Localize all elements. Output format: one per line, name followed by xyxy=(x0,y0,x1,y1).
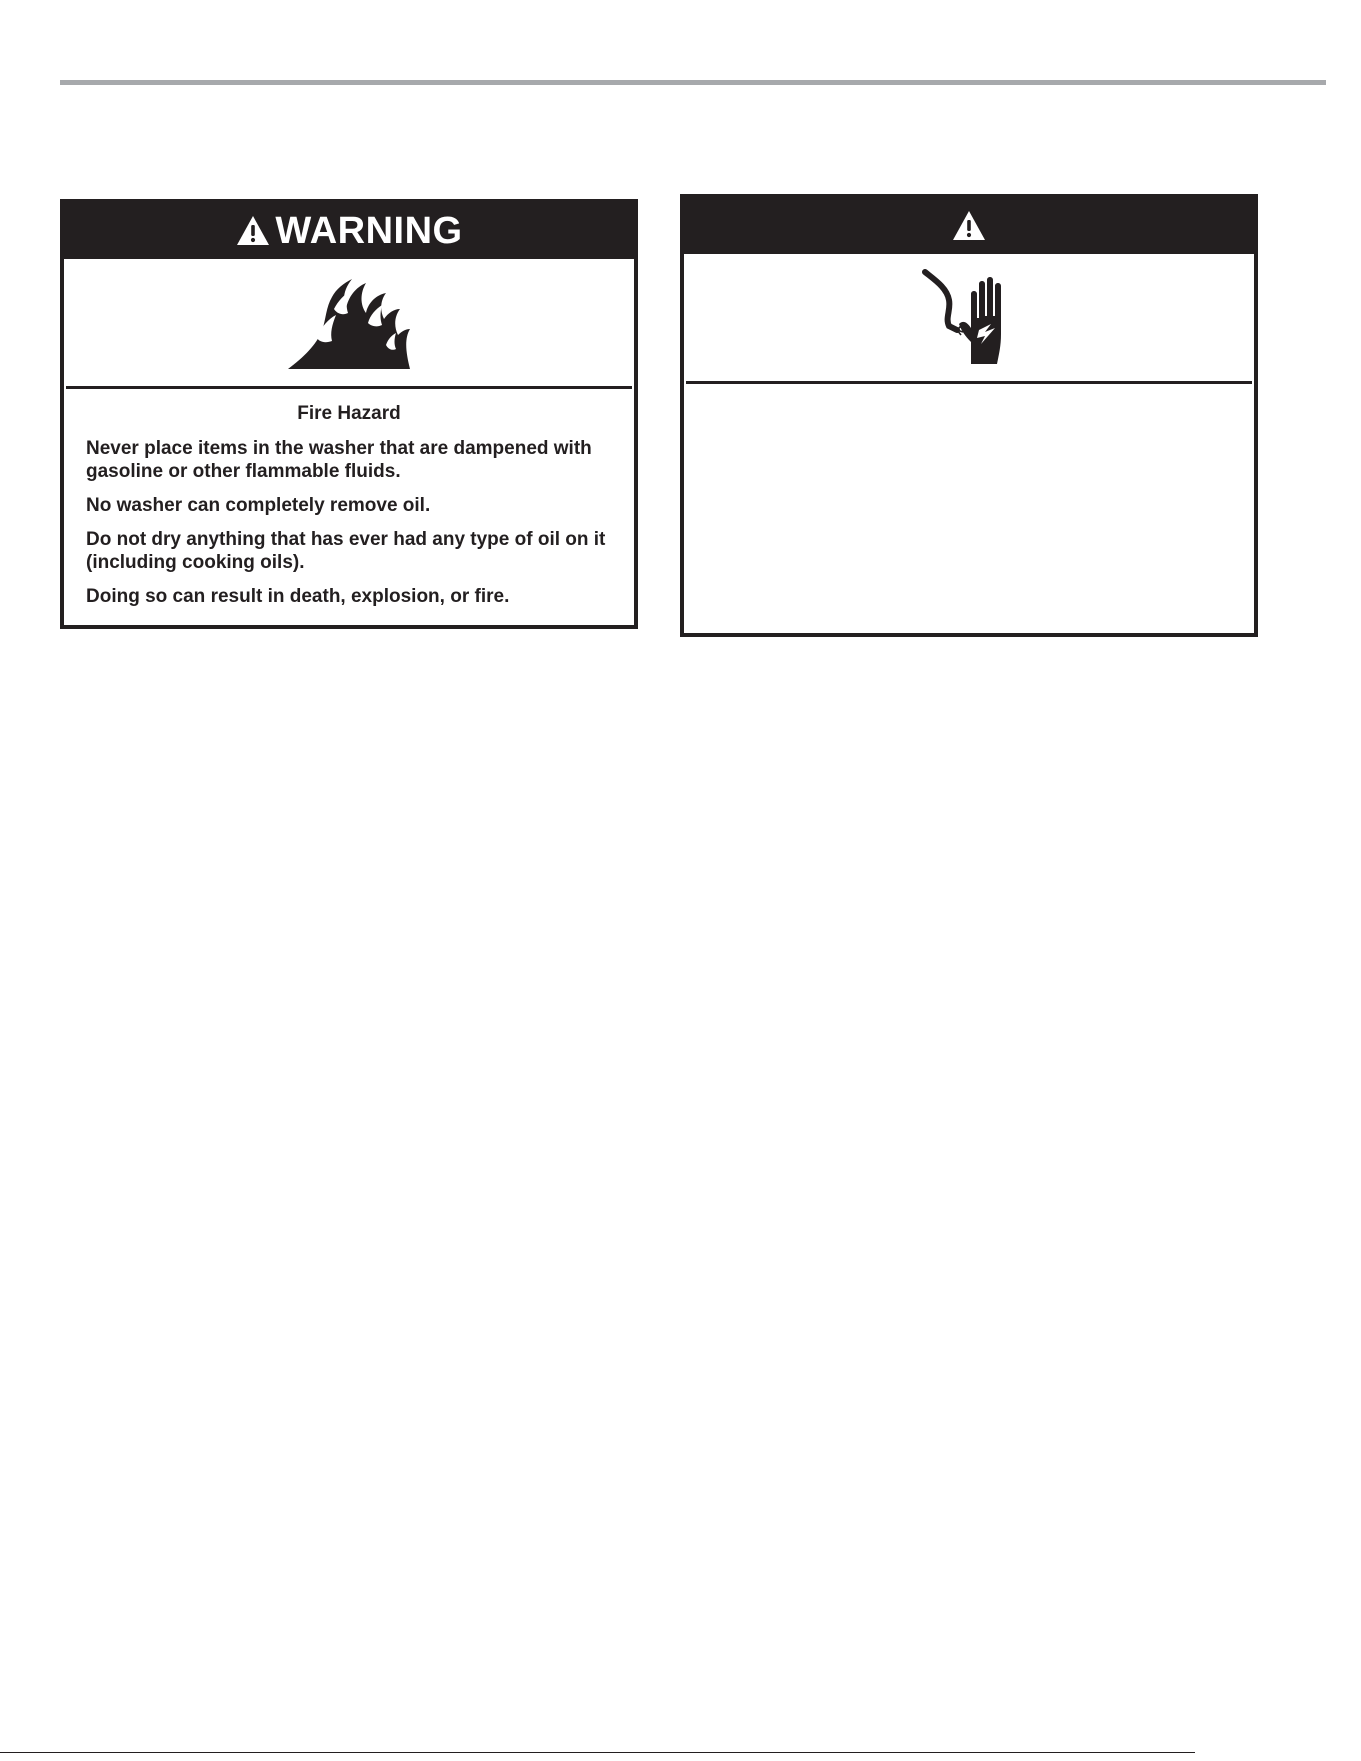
electrical-shock-hazard-icon xyxy=(919,268,1019,368)
hazard-line: Never place items in the washer that are dampened with gasoline or other flammable fluids. xyxy=(86,438,592,482)
top-rule xyxy=(60,80,1326,85)
pictogram-box xyxy=(66,259,632,389)
alert-triangle-icon xyxy=(235,214,271,248)
warning-label: WARNING xyxy=(275,210,463,252)
hazard-line: Doing so can result in death, explosion, or fire. xyxy=(86,586,510,607)
fire-hazard-icon xyxy=(286,275,412,371)
hazard-line: No washer can completely remove oil. xyxy=(86,495,431,516)
alert-triangle-icon xyxy=(951,209,987,243)
hazard-line: Do not dry anything that has ever had any type of oil on it (including cooking oils). xyxy=(86,529,606,573)
hazard-text xyxy=(684,384,1254,398)
pictogram-box xyxy=(686,254,1252,384)
bottom-rule xyxy=(0,1752,1195,1753)
hazard-text xyxy=(64,389,634,608)
hazard-title: Fire Hazard xyxy=(297,403,401,424)
warning-header xyxy=(684,198,1254,254)
warning-header xyxy=(64,203,634,259)
fire-hazard-warning-panel xyxy=(60,199,638,629)
electrical-hazard-warning-panel xyxy=(680,194,1258,637)
